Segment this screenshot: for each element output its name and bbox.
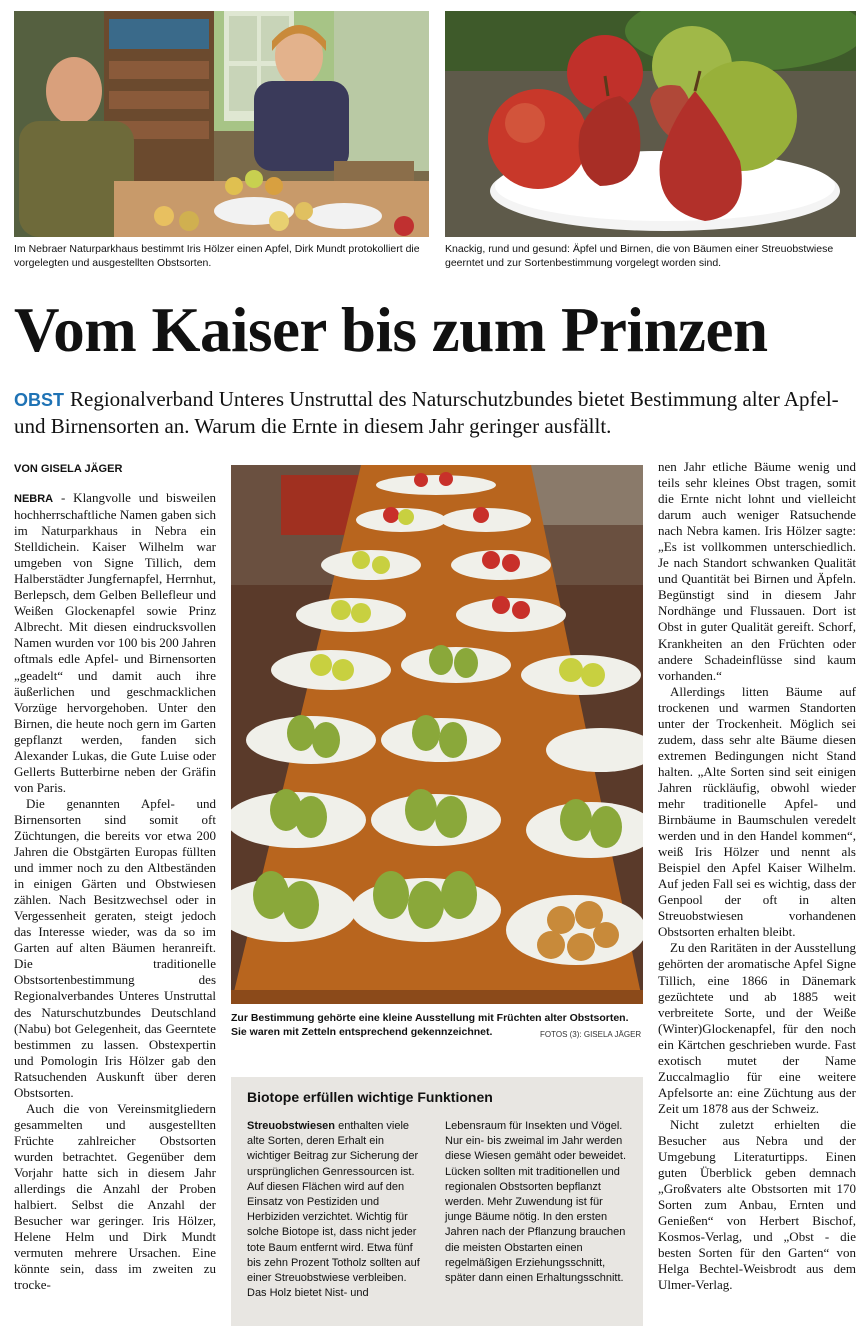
article-subhead-text: Regionalverband Unteres Unstruttal des Naturschutzbundes bietet Bestimmung alter Apfel- und Birnensorten an. Warum die Ernte in diesem Jahr geringer ausfällt. <box>14 387 839 438</box>
photo-naturparkhaus <box>14 11 429 237</box>
article-column-3 <box>658 459 856 1293</box>
photo-fruit-exhibition-image <box>231 465 643 1004</box>
caption-naturparkhaus: Im Nebraer Naturparkhaus bestimmt Iris Hölzer einen Apfel, Dirk Mundt protokolliert die vorgelegten und ausgestellten Obstsorten. <box>14 243 420 269</box>
infobox-lead: Streuobstwiesen <box>247 1120 336 1132</box>
col3-paragraph-3: Zu den Raritäten in der Ausstellung gehörten der aromatische Apfel Signe Tillich, eine 1866 in Dänemark gezüchtete und ab 1885 weit verbreitete Sorte, und der Weiße (Winter)Glockenapfel, für den noch ein Kärtchen geschrieben wurde. Fast exotisch mutet der Name Zuccalmaglio für eine weitere Apfelsorte an: eine Züchtung aus der Zeit um 1878 aus der Schweiz. <box>658 940 856 1116</box>
infobox <box>231 1077 643 1326</box>
col1-paragraph-3: Auch die von Vereinsmitgliedern gesammelten und ausgestellten Früchte zahlreicher Obstsorten wurden betrachtet. Gegenüber dem Vorjahr hatte sich in diesem Jahr allerdings die Anzahl der Proben halbiert. Selbst die Anzahl der Besucher war geringer. Iris Hölzer, Helene Helm und Dirk Mundt vermuten mehrere Ursachen. Eine könnte sein, dass im zweiten zu trocke- <box>14 1100 216 1293</box>
infobox-left-text: enthalten viele alte Sorten, deren Erhalt ein wichtiger Beitrag zur Sicherung der ursprünglichen Genressourcen ist. Auf diesen Flächen wird auf den Einsatz von Pestiziden und Herbiziden verzichtet. Wichtig für solche Biotope ist, dass nicht jeder tote Baum entfernt wird. Etwa fünf bis zehn Prozent Totholz sollten auf einer Streuobstwiese verbleiben. Das Holz bietet Nist- und <box>247 1120 420 1300</box>
infobox-title: Biotope erfüllen wichtige Funktionen <box>247 1089 493 1105</box>
photo-apples-pears-image <box>445 11 856 237</box>
col3-paragraph-2: Allerdings litten Bäume auf trockenen und warmen Standorten unter der Trockenheit. Möglich sei zudem, dass sehr alte Bäume diesen extremen Bedingungen nicht Stand halten. „Alte Sorten sind seit einigen Jahren rückläufig, obwohl wieder mehr traditionelle Apfel- und Birnbäume in Baumschulen veredelt werden und in den Handel kommen“, weiß Iris Hölzer und nennt als Beispiel den Apfel Kaiser Wilhelm. Auf jeden Fall sei es wichtig, dass der Genpool der oft in alten Streuobstwiesen vorhandenen Obstsorten erhalten bleibt. <box>658 683 856 940</box>
article-kicker: OBST <box>14 390 65 410</box>
infobox-column-left <box>247 1119 429 1301</box>
col3-paragraph-1: nen Jahr etliche Bäume wenig und teils sehr kleines Obst tragen, somit die Ernte nicht lohnt und vielleicht darum auch weniger Ratsuchende nach Nebra kamen. Iris Hölzer sagte: „Es ist vollkommen unterschiedlich. Je nach Standort schwanken Qualität und Quantität bei Birnen und Äpfeln. Begünstigt sind in diesem Jahr Nordhänge und Flussauen. Dort ist Obst in guter Qualität gereift. Schorf, Krankheiten an den Früchten oder andere Schadeinflüsse sind kaum vorhanden.“ <box>658 459 856 683</box>
col3-paragraph-4: Nicht zuletzt erhielten die Besucher aus Nebra und der Umgebung Literaturtipps. Einen guten Überblick geben demnach „Großvaters alte Obstsorten mit 170 Sorten zum Anbau, Ernten und Genießen“ von Herbert Bischof, Kosmos-Verlag, und „Obst - die besten Sorten für den Garten“ von Helga Bechtel-Weisbrodt aus dem Ulmer-Verlag. <box>658 1116 856 1293</box>
caption-apples-pears: Knackig, rund und gesund: Äpfel und Birnen, die von Bäumen einer Streuobstwiese geerntet und zur Sortenbestimmung vorgelegt worden sind. <box>445 243 834 269</box>
col1-paragraph-2: Die genannten Apfel- und Birnensorten sind somit oft Züchtungen, die bereits vor etwa 200 Jahren die Obstgärten Europas füllten und immer noch zu den Altbeständen in einigen Gärten und Obstwiesen zählen. Nach Besitzwechsel oder in Vergessenheit geraten, steigt jedoch das Interesse wieder, was da so im Garten auf alten Bäumen heranreift. Die traditionelle Obstsortenbestimmung des Regionalverbandes Unteres Unstruttal des Naturschutzbundes Deutschland (Nabu) bot Gelegenheit, das Geerntete bestimmen zu lassen. Obstexpertin und Pomologin Iris Hölzer gab den Ratsuchenden Auskunft über deren Obstsorten. <box>14 795 216 1100</box>
photo-naturparkhaus-image <box>14 11 429 237</box>
article-headline: Vom Kaiser bis zum Prinzen <box>14 295 768 365</box>
infobox-right-text: Lebensraum für Insekten und Vögel. Nur ein- bis zweimal im Jahr werden diese Wiesen gemäht oder beweidet. Lücken sollten mit traditionellen und regionalen Obstsorten bepflanzt werden. Mehr Zuwendung ist für junge Bäume nötig. In den ersten Jahren nach der Pflanzung brauchen die meisten Obstarten einen regelmäßigen Erziehungsschnitt, später dann einen Erhaltungsschnitt. <box>445 1120 626 1285</box>
article-dateline: NEBRA <box>14 493 54 505</box>
caption-fruit-exhibition: Zur Bestimmung gehörte eine kleine Ausstellung mit Früchten alter Obstsorten. Sie waren mit Zetteln entsprechend gekennzeichnet. <box>231 1012 629 1038</box>
article-subhead <box>14 386 854 439</box>
photo-credit: FOTOS (3): GISELA JÄGER <box>540 1030 642 1039</box>
infobox-column-right <box>445 1119 629 1286</box>
photo-apples-pears <box>445 11 856 237</box>
article-column-1 <box>14 490 216 1293</box>
photo-fruit-exhibition <box>231 465 643 1004</box>
col1-paragraph-1: NEBRA - Klangvolle und bisweilen hochherrschaftliche Namen gaben sich im Naturparkhaus in Nebra ein Stelldichein. Kaiser Wilhelm war umgeben von Signe Tillich, dem Halberstädter Jungfernapfel, Herrnhut, Berlepsch, dem Gelben Bellefleur und Weißen Glockenapfel sowie Prinz Albrecht. Mit diesen eindrucksvollen Namen wurden vor 100 bis 200 Jahren oftmals edle Apfel- und Birnensorten „geadelt“ und damit auch ihre äußerlichen und geschmacklichen Vorzüge hervorgehoben. Unter den Birnen, die heute noch gern im Garten gepflanzt werden, fanden sich Alexander Lukas, die Gute Luise oder Gellerts Butterbirne neben der Gräfin von Paris. <box>14 490 216 795</box>
article-byline: VON GISELA JÄGER <box>14 463 123 475</box>
